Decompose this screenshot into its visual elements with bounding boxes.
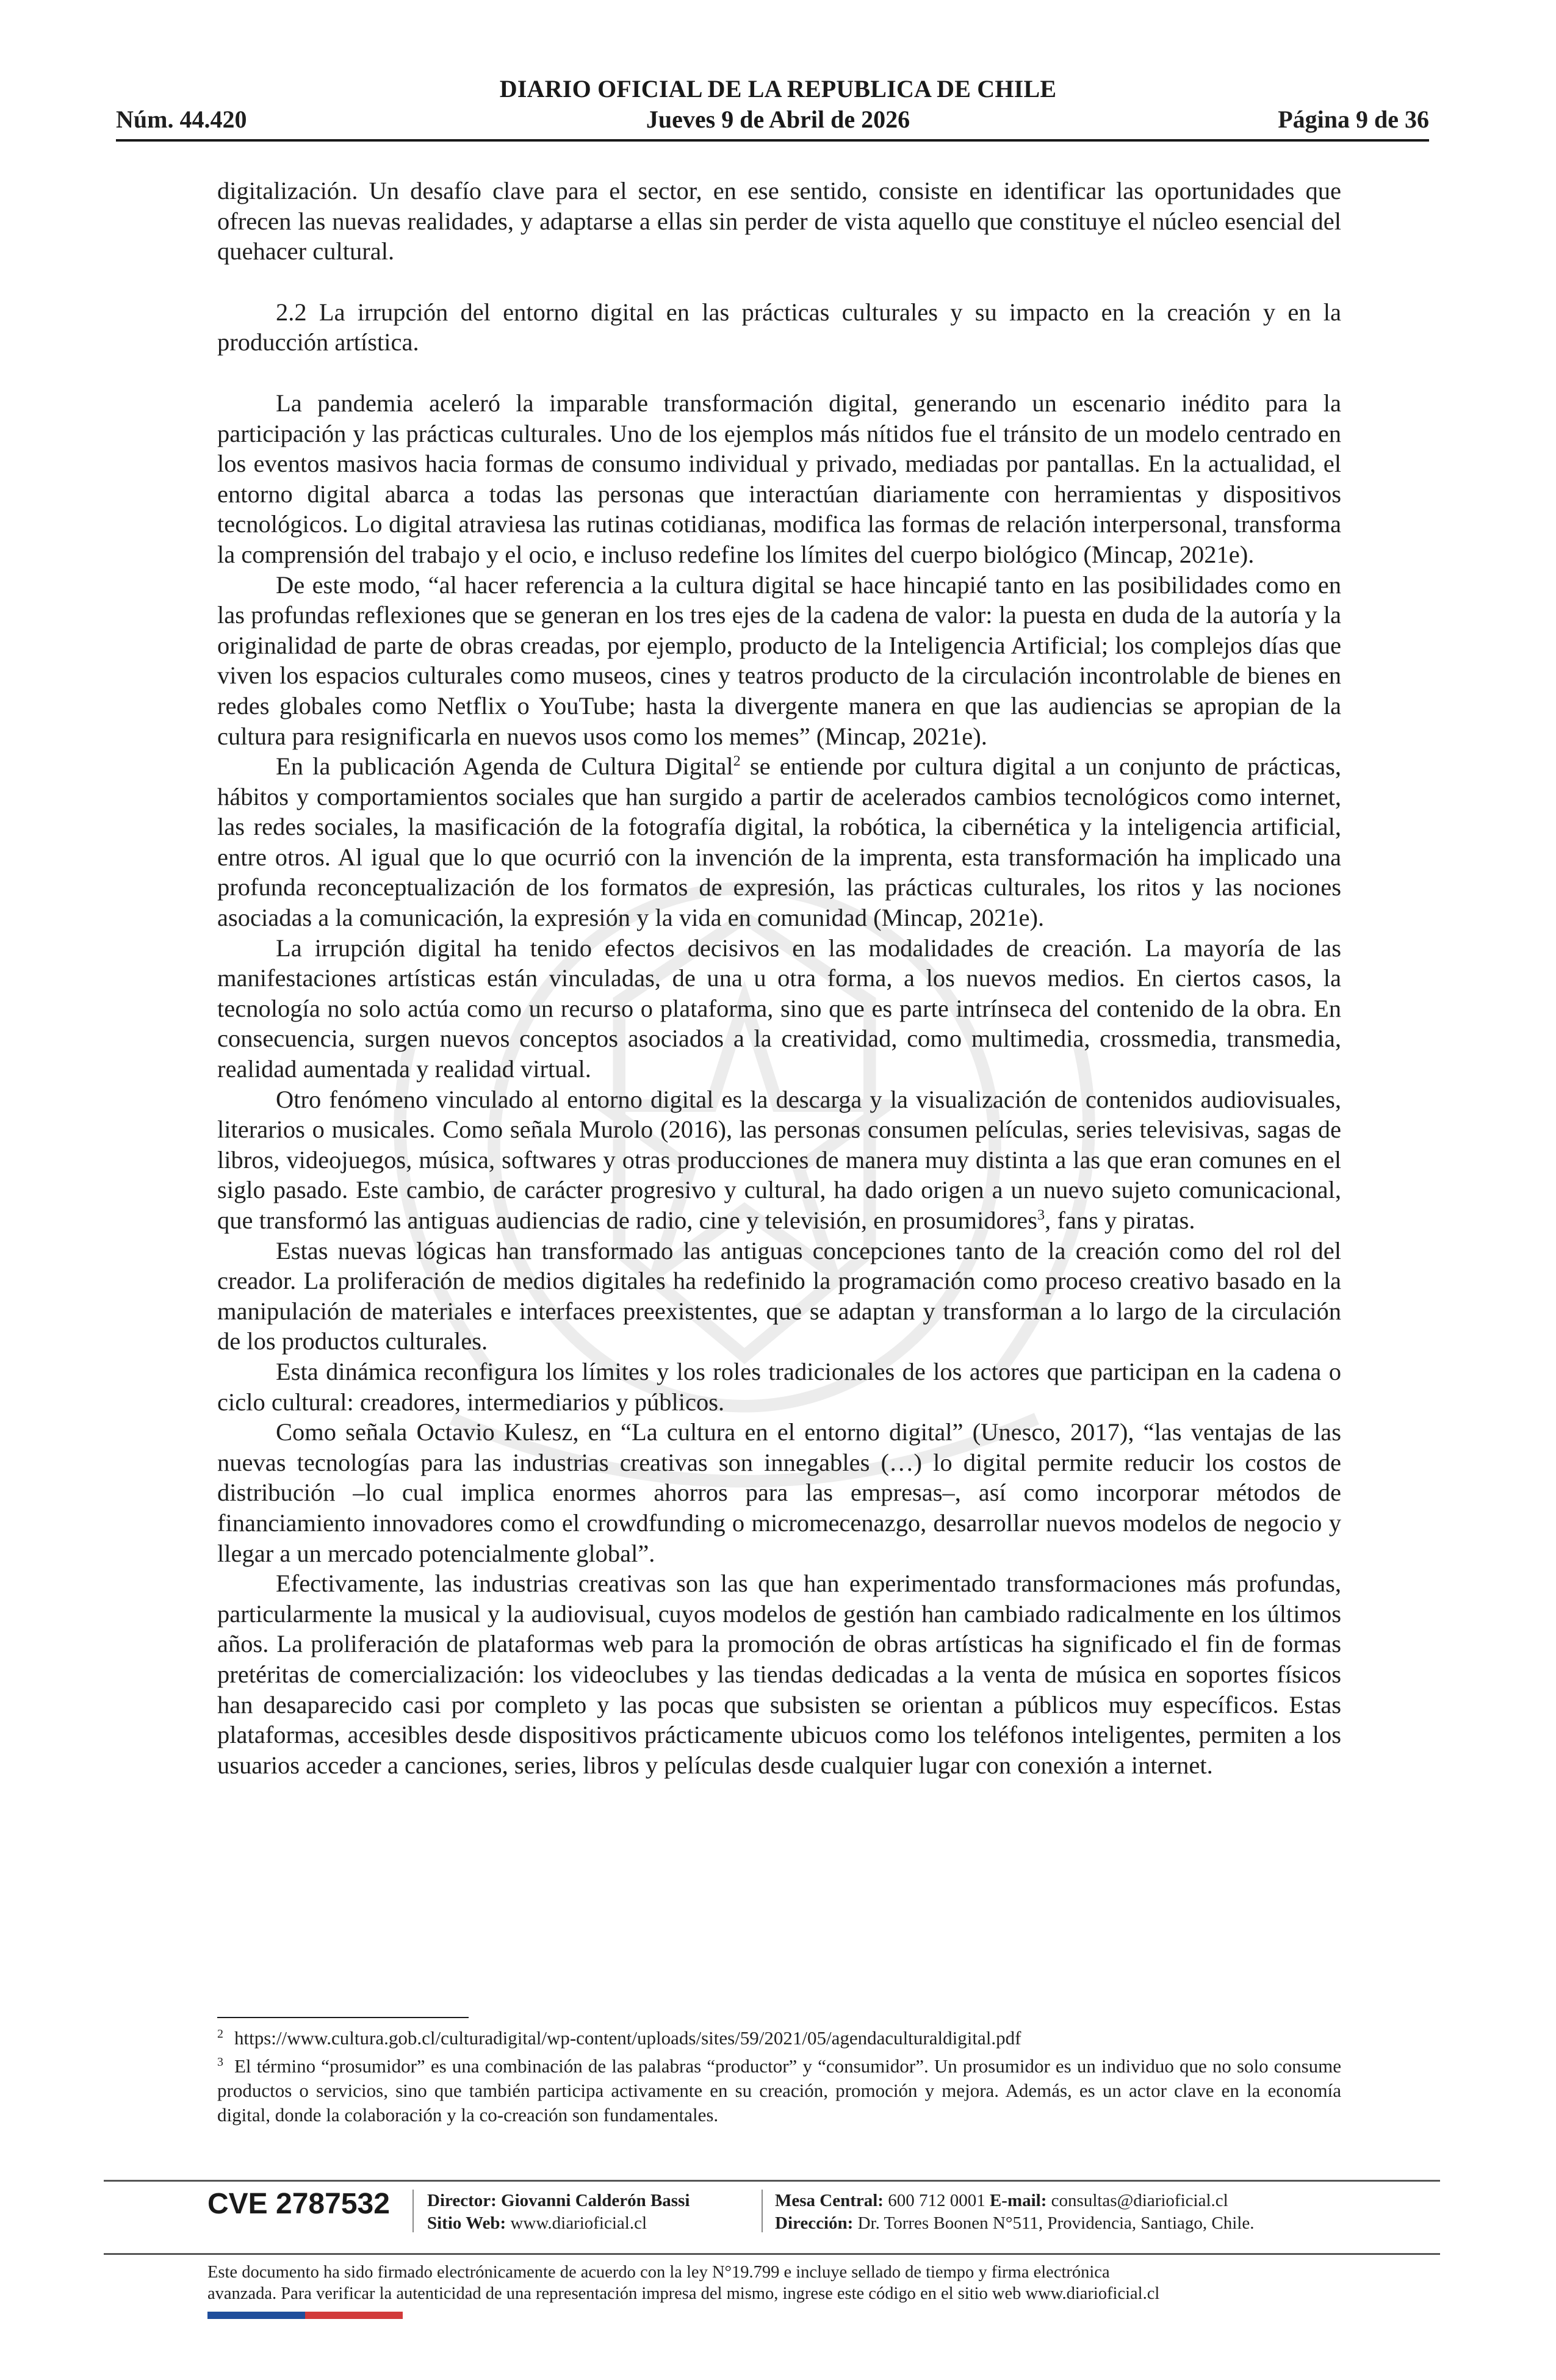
footnote-mark: 3 bbox=[217, 2055, 223, 2069]
footnote-ref[interactable]: 3 bbox=[1037, 1206, 1045, 1224]
footnote-separator bbox=[217, 2017, 469, 2018]
email-link[interactable]: consultas@diarioficial.cl bbox=[1051, 2191, 1228, 2210]
paragraph: La pandemia aceleró la imparable transformación digital, generando un escenario inédito para la participación y las prácticas culturales. Uno de los ejemplos más nítidos fue el tránsito de un modelo centrado en los eventos masivos hacia formas de consumo individual y privado, mediadas por pantallas. En la actualidad, el entorno digital abarca a todas las personas que interactúan diariamente con herramientas y dispositivos tecnológicos. Lo digital atraviesa las rutinas cotidianas, modifica las formas de relación interpersonal, transforma la comprensión del trabajo y el ocio, e incluso redefine los límites del cuerpo biológico (Mincap, 2021e). bbox=[217, 389, 1341, 568]
flag-bar-red bbox=[305, 2312, 403, 2319]
website-link[interactable]: www.diarioficial.cl bbox=[510, 2213, 647, 2233]
footer-divider bbox=[412, 2190, 414, 2232]
footnote-mark: 2 bbox=[217, 2027, 223, 2041]
article-body bbox=[217, 176, 1341, 1780]
paragraph: De este modo, “al hacer referencia a la cultura digital se hace hincapié tanto en las posibilidades como en las profundas reflexiones que se generan en los tres ejes de la cadena de valor: la puesta en duda de la autoría y la originalidad de parte de obras creadas, por ejemplo, producto de la Inteligencia Artificial; los complejos días que viven los espacios culturales como museos, cines y teatros producto de la circulación incontrolable de bienes en redes globales como Netflix o YouTube; hasta la divergente manera en que las audiencias se apropian de la cultura para resignificarla en nuevos usos como los memes” (Mincap, 2021e). bbox=[217, 571, 1341, 750]
footer-director-block: Director: Giovanni Calderón Bassi Sitio Web: www.diarioficial.cl bbox=[427, 2191, 690, 2233]
footnote-link[interactable]: https://www.cultura.gob.cl/culturadigital/wp-content/uploads/sites/59/2021/05/agendaculturaldigital.pdf bbox=[234, 2027, 1021, 2049]
footnotes bbox=[217, 2026, 1341, 2131]
cve-code: CVE 2787532 bbox=[207, 2188, 390, 2220]
paragraph: Esta dinámica reconfigura los límites y los roles tradicionales de los actores que participan en la cadena o ciclo cultural: creadores, intermediarios y públicos. bbox=[217, 1357, 1341, 1416]
paragraph: Efectivamente, las industrias creativas son las que han experimentado transformaciones más profundas, particularmente la musical y la audiovisual, cuyos modelos de gestión han cambiado radicalmente en los últimos años. La proliferación de plataformas web para la promoción de obras artísticas ha significado el fin de formas pretéritas de comercialización: los videoclubes y las tiendas dedicadas a la venta de música en soportes físicos han desaparecido casi por completo y las pocas que subsisten se orientan a públicos muy específicos. Estas plataformas, accesibles desde dispositivos prácticamente ubicuos como los teléfonos inteligentes, permiten a los usuarios acceder a canciones, series, libros y películas desde cualquier lugar con conexión a internet. bbox=[217, 1570, 1341, 1779]
section-heading: 2.2 La irrupción del entorno digital en las prácticas culturales y su impacto en la creación y en la producción artística. bbox=[217, 298, 1341, 356]
issue-date: Jueves 9 de Abril de 2026 bbox=[646, 106, 910, 133]
issue-number: Núm. 44.420 bbox=[116, 106, 247, 133]
flag-bar-blue bbox=[207, 2312, 305, 2319]
footer-rule bbox=[104, 2180, 1440, 2182]
paragraph: La irrupción digital ha tenido efectos decisivos en las modalidades de creación. La mayoría de las manifestaciones artísticas están vinculadas, de una u otra forma, a los nuevos medios. En ciertos casos, la tecnología no solo actúa como un recurso o plataforma, sino que es parte intrínseca del contenido de la obra. En consecuencia, surgen nuevos conceptos asociados a la creatividad, como multimedia, crossmedia, transmedia, realidad aumentada y realidad virtual. bbox=[217, 934, 1341, 1083]
page-number: Página 9 de 36 bbox=[1278, 106, 1429, 133]
paragraph: digitalización. Un desafío clave para el sector, en ese sentido, consiste en identificar las oportunidades que ofrecen las nuevas realidades, y adaptarse a ellas sin perder de vista aquello que constituye el núcleo esencial del quehacer cultural. bbox=[217, 177, 1341, 265]
director-name: Giovanni Calderón Bassi bbox=[501, 2191, 690, 2210]
footer-divider bbox=[762, 2190, 763, 2232]
legal-notice: Este documento ha sido firmado electrónicamente de acuerdo con la ley N°19.799 e incluye sellado de tiempo y firma electrónica avanzada. Para verificar la autenticidad de una representación impresa del mismo, ingrese este código en el sitio web www.diarioficial.cl bbox=[207, 2263, 1160, 2303]
paragraph: En la publicación Agenda de Cultura Digital$^2$ se entiende por cultura digital a un conjunto de prácticas, hábitos y comportamientos sociales que han surgido a partir de acelerados cambios tecnológicos como internet, las redes sociales, la masificación de la fotografía digital, la robótica, la cibernética y la inteligencia artificial, entre otros. Al igual que lo que ocurrió con la invención de la imprenta, esta transformación ha implicado una profunda reconceptualización de los formatos de expresión, las prácticas culturales, los ritos y las nociones asociadas a la comunicación, la expresión y la vida en comunidad (Mincap, 2021e). bbox=[217, 752, 1342, 932]
footnote-ref[interactable]: 2 bbox=[733, 752, 741, 770]
footer-rule bbox=[104, 2253, 1440, 2255]
address: Dr. Torres Boonen N°511, Providencia, Santiago, Chile. bbox=[857, 2213, 1255, 2233]
paragraph: Como señala Octavio Kulesz, en “La cultura en el entorno digital” (Unesco, 2017), “las ventajas de las nuevas tecnologías para las industrias creativas son innegables (…) lo digital permite reducir los costos de distribución –lo cual implica enormes ahorros para las empresas–, así como incorporar métodos de financiamiento innovadores como el crowdfunding o micromecenazgo, desarrollar nuevos modelos de negocio y llegar a un mercado potencialmente global”. bbox=[217, 1418, 1341, 1567]
paragraph: Estas nuevas lógicas han transformado las antiguas concepciones tanto de la creación como del rol del creador. La proliferación de medios digitales ha redefinido la programación como proceso creativo basado en la manipulación de materiales e interfaces preexistentes, que se adaptan y transforman a lo largo de la circulación de los productos culturales. bbox=[217, 1236, 1341, 1355]
footnote: $^3$ El término “prosumidor” es una combinación de las palabras “productor” y “consumidor”. Un prosumidor es un individuo que no solo consume productos o servicios, sino que también participa activamente en su creación, promoción y mejora. Además, es un actor clave en la economía digital, donde la colaboración y la co-creación son fundamentales. bbox=[217, 2055, 1341, 2126]
publication-title: DIARIO OFICIAL DE LA REPUBLICA DE CHILE bbox=[499, 75, 1057, 103]
header-rule bbox=[116, 139, 1429, 142]
phone-number: 600 712 0001 bbox=[888, 2191, 985, 2210]
paragraph: Otro fenómeno vinculado al entorno digital es la descarga y la visualización de contenidos audiovisuales, literarios o musicales. Como señala Murolo (2016), las personas consumen películas, series televisivas, sagas de libros, videojuegos, música, softwares y otras producciones de manera muy distinta a las que eran comunes en el siglo pasado. Este cambio, de carácter progresivo y cultural, ha dado origen a un nuevo sujeto comunicacional, que transformó las antiguas audiencias de radio, cine y televisión, en prosumidores$^3$, fans y piratas. bbox=[217, 1085, 1341, 1234]
footnote bbox=[217, 2026, 1341, 2050]
footer-contact-block: Mesa Central: 600 712 0001 E-mail: consultas@diarioficial.cl Dirección: Dr. Torres Boonen N°511, Providencia, Santiago, Chile. bbox=[775, 2191, 1255, 2233]
